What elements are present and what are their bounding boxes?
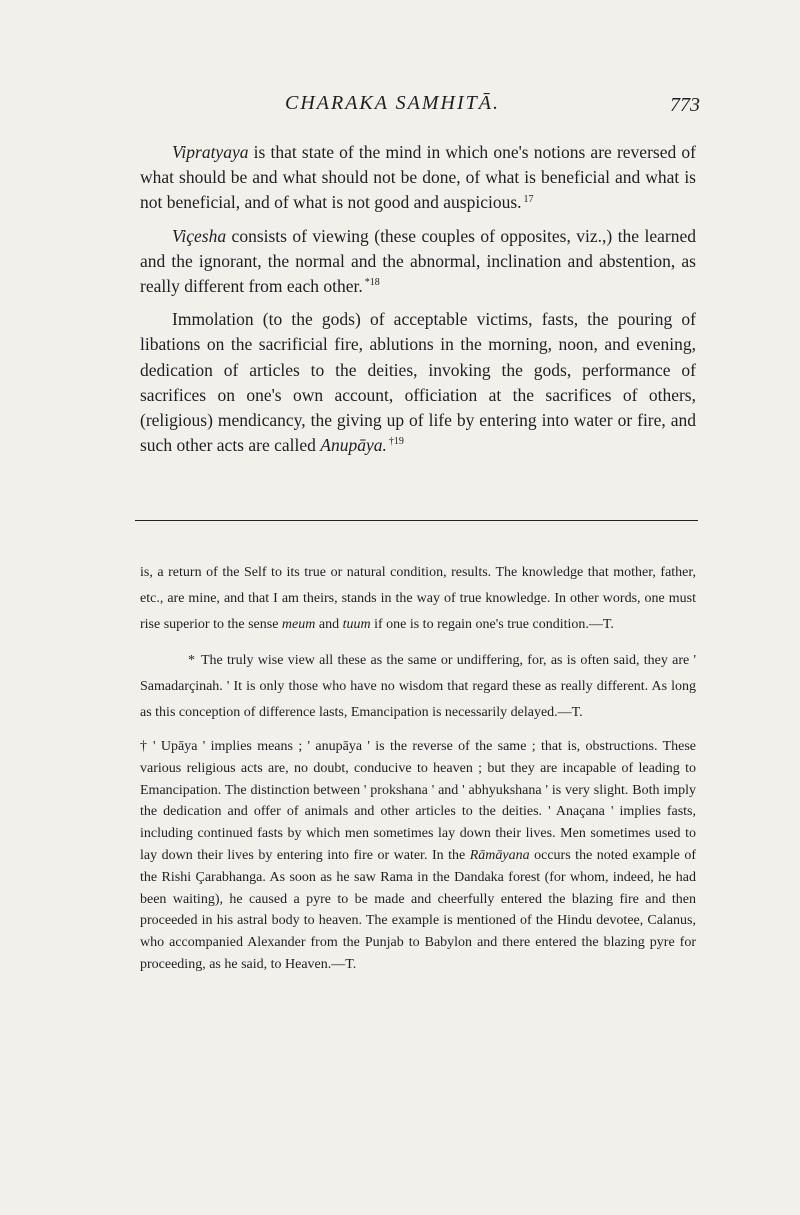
footnote-19 xyxy=(140,736,696,976)
term-ramayana: Rāmāyana xyxy=(469,847,530,863)
paragraph-anupaya xyxy=(140,307,696,458)
footnote-divider xyxy=(135,520,698,521)
footnote-text: occurs the noted example of the Rishi Çarabhanga. As soon as he saw Rama in the Dandaka forest (for whom, indeed, he had been waiting), he caused a pyre to be made and cheerfully entered the blazing fire and then proceeded in his astral body to heaven. The example is mentioned of the Hindu devotee, Calanus, who accompanied Alexander from the Punjab to Babylon and there entered the blazing pyre for proceeding, as he said, to Heaven.—T. xyxy=(140,847,696,972)
paragraph-text: is that state of the mind in which one's notions are reversed of what should be and what should not be done, of what is beneficial and what is not beneficial, and of what is not good and auspicious. xyxy=(140,142,696,213)
footnote-ref-19: †19 xyxy=(388,436,404,448)
term-visesha: Viçesha xyxy=(172,225,227,246)
running-title: CHARAKA SAMHITĀ. xyxy=(285,92,500,114)
footnote-mark: * xyxy=(188,653,195,668)
footnote-text: if one is to regain one's true condition.—T. xyxy=(370,617,614,632)
term-meum: meum xyxy=(281,617,316,632)
footnote-text: ' Upāya ' implies means ; ' anupāya ' is the reverse of the same ; that is, obstructions. These various religious acts are, no doubt, conducive to heaven ; but they are incapable of leading to Emancipation. The distinction between ' prokshana ' and ' abhyukshana ' is very slight. Both imply the dedication and offer of animals and other articles to the deities. ' Anaçana ' implies fasts, including continued fasts by which men sometimes lay down their lives. Men sometimes used to lay down their lives by entering into fire or water. In the xyxy=(140,739,696,863)
footnote-text: is, a return of the Self to its true or natural condition, results. The knowledge that mother, father, etc., are mine, and that I am theirs, stands in the way of true knowledge. In other words, one must rise superior to the sense xyxy=(140,565,696,632)
footnote-continued xyxy=(140,560,696,638)
footnote-text: and xyxy=(315,617,343,632)
term-tuum: tuum xyxy=(342,617,371,632)
footnote-text: The truly wise view all these as the same or undiffering, for, as is often said, they are ' Samadarçinah. ' It is only those who have no wisdom that regard these as really different. As long as this conception of difference lasts, Emancipation is necessarily delayed.—T. xyxy=(140,653,696,720)
footnote-ref-18: *18 xyxy=(364,277,380,289)
term-vipratyaya: Vipratyaya xyxy=(172,142,249,162)
page-number: 773 xyxy=(670,94,700,116)
paragraph-text: consists of viewing (these couples of opposites, viz.,) the learned and the ignorant, the normal and the abnormal, inclination and abstention, as really different from each other. xyxy=(140,225,696,297)
footnote-ref-17: 17 xyxy=(523,193,534,205)
page-header xyxy=(140,92,700,126)
footnotes xyxy=(140,560,696,986)
paragraph-text: Immolation (to the gods) of acceptable victims, fasts, the pouring of libations on the sacrificial fire, ablutions in the morning, noon, and evening, dedication of articles to the deities, invoking the gods, performance of sacrifices on one's own account, officiation at the sacrifices of others, (religious) mendicancy, the giving up of life by entering into water or fire, and such other acts are called xyxy=(140,309,696,456)
paragraph-visesha xyxy=(140,224,696,300)
term-anupaya: Anupāya. xyxy=(320,435,387,456)
main-text xyxy=(140,140,696,466)
paragraph-vipratyaya xyxy=(140,140,696,216)
footnote-18 xyxy=(140,648,696,726)
footnote-mark: † xyxy=(140,739,147,754)
